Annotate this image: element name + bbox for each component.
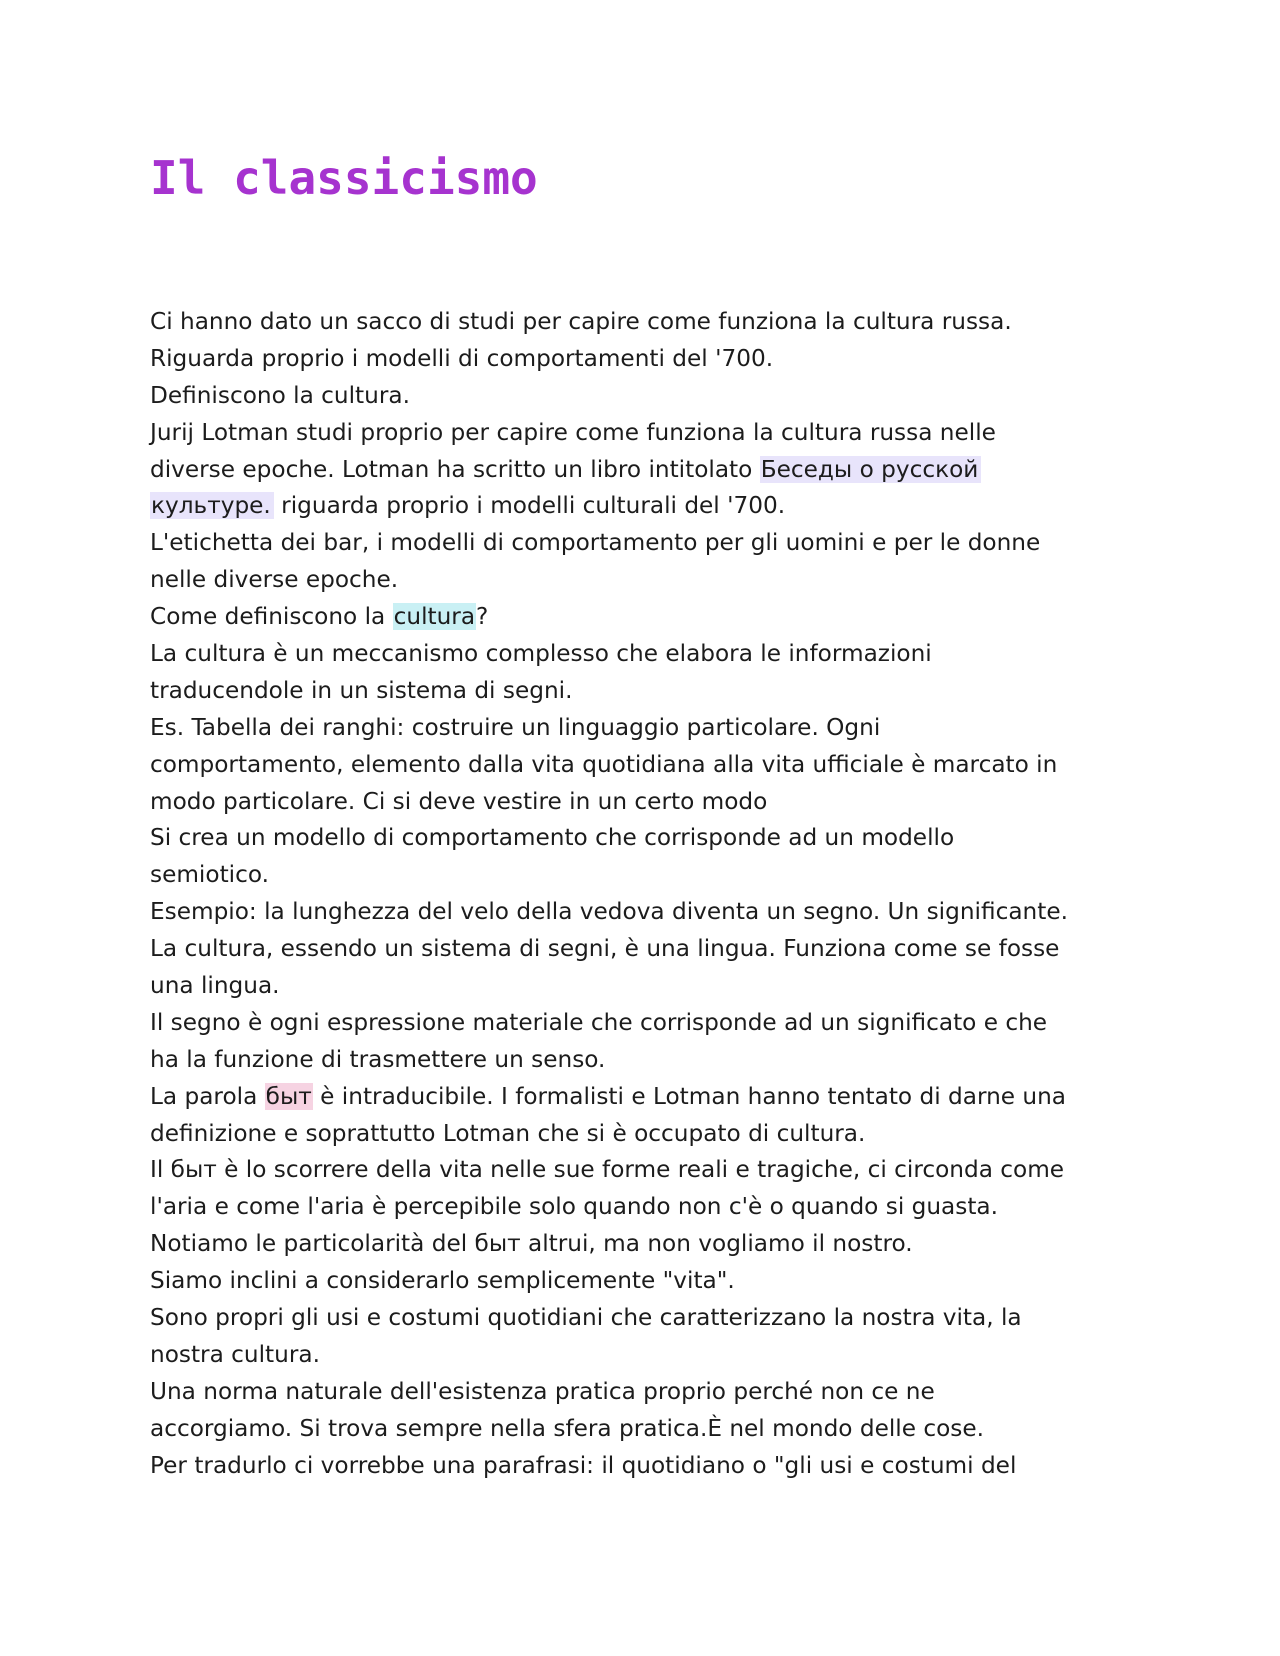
- text-line: Il segno è ogni espressione materiale che corrisponde ad un significato e che: [150, 1008, 1048, 1036]
- text-line: La cultura, essendo un sistema di segni, è una lingua. Funziona come se fosse: [150, 935, 1060, 963]
- text-line: [150, 488, 1150, 525]
- text-line: L'etichetta dei bar, i modelli di comportamento per gli uomini e per le donne: [150, 529, 1041, 557]
- text-segment: diverse epoche. Lotman ha scritto un libro intitolato: [150, 455, 760, 483]
- text-segment: riguarda proprio i modelli culturali del '700.: [273, 492, 786, 520]
- page-title: Il classicismo: [150, 151, 538, 205]
- highlighted-term-cultura: cultura: [393, 603, 476, 631]
- text-line: Per tradurlo ci vorrebbe una parafrasi: il quotidiano o "gli usi e costumi del: [150, 1451, 1017, 1479]
- text-line: nelle diverse epoche.: [150, 566, 399, 594]
- text-line: Siamo inclini a considerarlo semplicemente "vita".: [150, 1267, 735, 1295]
- text-segment: Come definiscono la: [150, 603, 393, 631]
- text-line: l'aria e come l'aria è percepibile solo quando non c'è o quando si guasta.: [150, 1193, 999, 1221]
- text-line: comportamento, elemento dalla vita quotidiana alla vita ufficiale è marcato in: [150, 750, 1058, 778]
- text-line: Ci hanno dato un sacco di studi per capire come funziona la cultura russa.: [150, 308, 1012, 335]
- text-line: una lingua.: [150, 972, 280, 1000]
- text-line: nostra cultura.: [150, 1340, 320, 1368]
- text-line: traducendole in un sistema di segni.: [150, 676, 573, 704]
- text-line: Una norma naturale dell'esistenza pratica proprio perché non ce ne: [150, 1377, 935, 1405]
- text-line: Riguarda proprio i modelli di comportamenti del '700.: [150, 344, 774, 372]
- highlighted-book-title: культуре.: [150, 492, 274, 519]
- text-line: Es. Tabella dei ranghi: costruire un linguaggio particolare. Ogni: [150, 713, 881, 741]
- document-body: [150, 304, 1150, 1485]
- text-line: Jurij Lotman studi proprio per capire come funziona la cultura russa nelle: [150, 418, 996, 446]
- text-line: definizione e soprattutto Lotman che si è occupato di cultura.: [150, 1119, 866, 1147]
- text-line: Notiamo le particolarità del быт altrui, ma non vogliamo il nostro.: [150, 1230, 913, 1258]
- text-line: Sono propri gli usi e costumi quotidiani che caratterizzano la nostra vita, la: [150, 1304, 1022, 1332]
- text-segment: La parola: [150, 1082, 265, 1110]
- text-line: La cultura è un meccanismo complesso che elabora le informazioni: [150, 640, 932, 668]
- text-line: modo particolare. Ci si deve vestire in un certo modo: [150, 787, 768, 815]
- highlighted-book-title: Беседы о русской: [760, 456, 982, 483]
- text-line: Il быт è lo scorrere della vita nelle sue forme reali e tragiche, ci circonda come: [150, 1156, 1065, 1184]
- text-segment: è intraducibile. I formalisti e Lotman hanno tentato di darne una: [312, 1082, 1067, 1110]
- highlighted-term-byt: быт: [265, 1082, 312, 1110]
- text-line: [150, 1079, 1150, 1116]
- text-line: [150, 599, 1150, 636]
- text-line: semiotico.: [150, 861, 269, 889]
- text-line: ha la funzione di trasmettere un senso.: [150, 1045, 606, 1073]
- text-line: [150, 452, 1150, 489]
- text-line: Definiscono la cultura.: [150, 381, 410, 409]
- text-line: accorgiamo. Si trova sempre nella sfera pratica.È nel mondo delle cose.: [150, 1414, 985, 1442]
- text-segment: ?: [476, 603, 489, 631]
- text-line: Si crea un modello di comportamento che corrisponde ad un modello: [150, 824, 955, 852]
- text-line: Esempio: la lunghezza del velo della vedova diventa un segno. Un significante.: [150, 898, 1068, 926]
